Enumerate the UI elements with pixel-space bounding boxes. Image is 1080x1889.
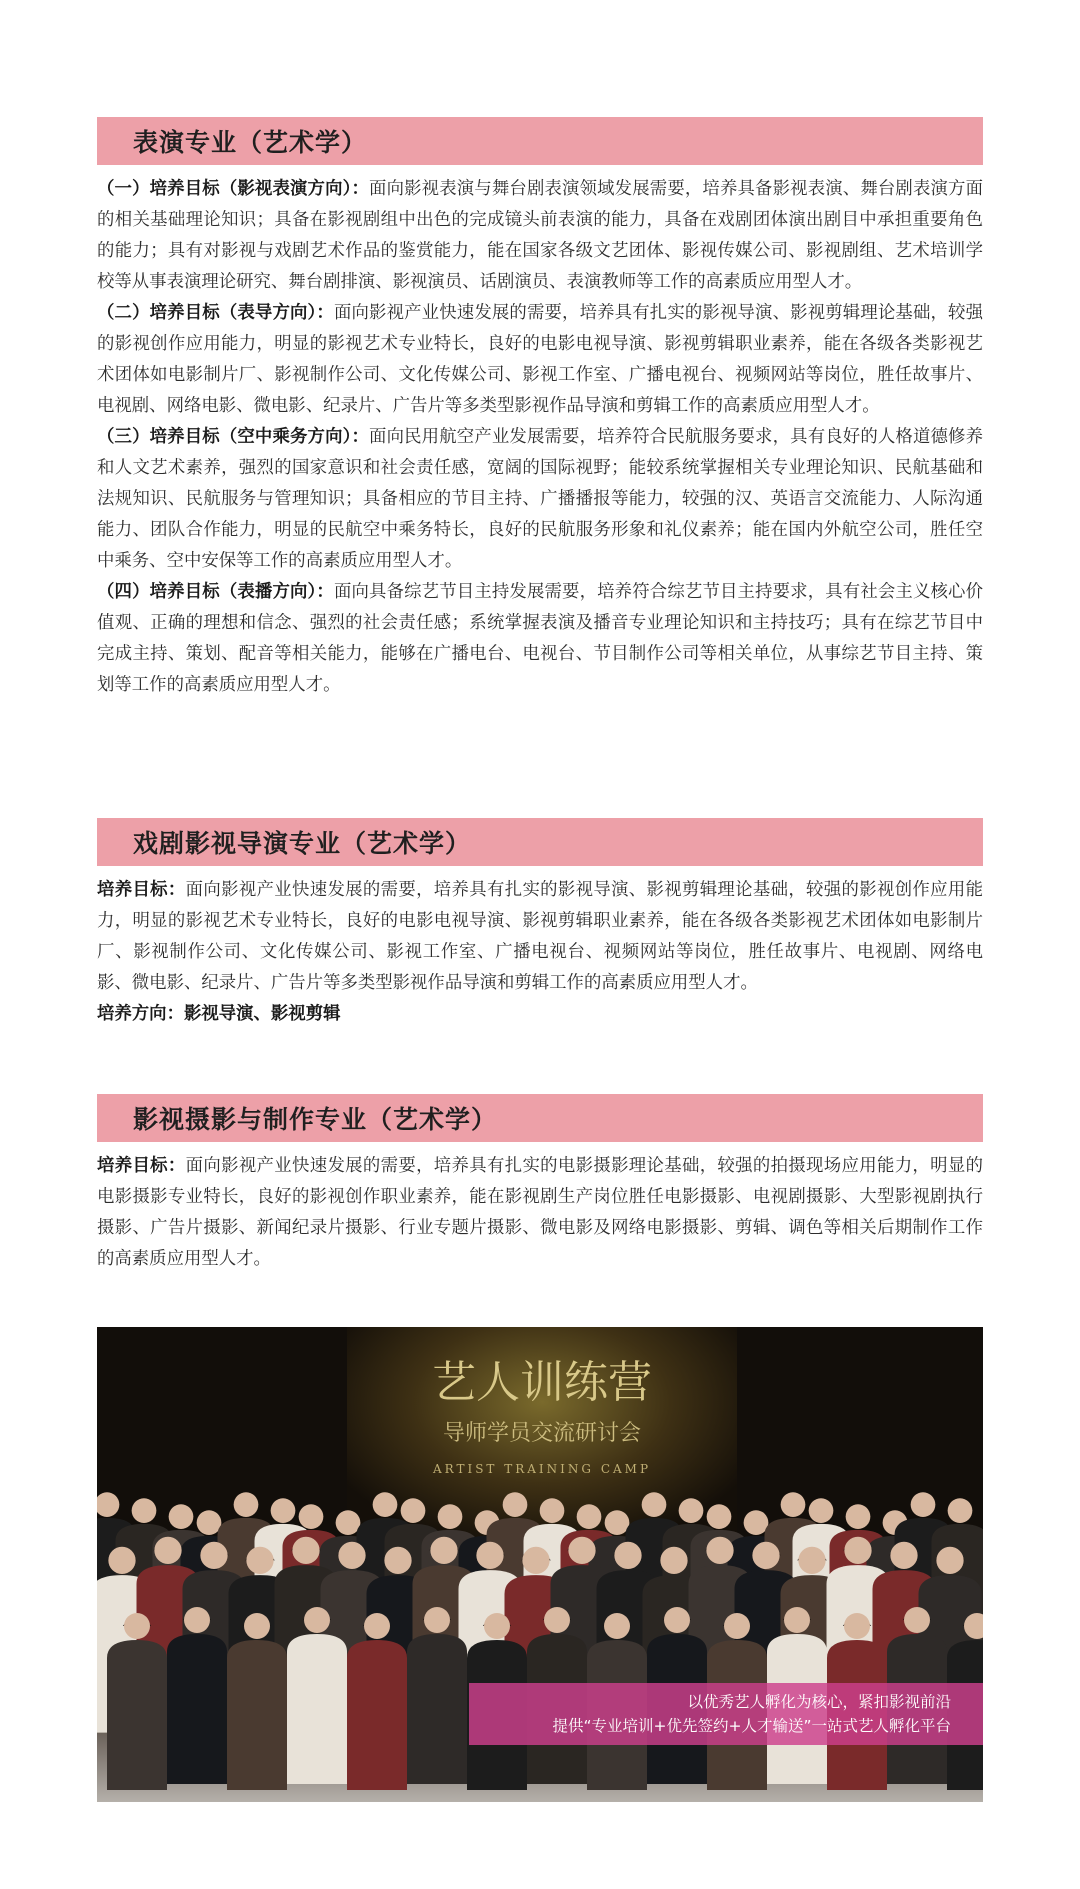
paragraph-hosting — [97, 577, 983, 701]
section-title: 戏剧影视导演专业（艺术学） — [97, 818, 983, 866]
crowd — [97, 1492, 983, 1790]
photo-caption — [469, 1683, 983, 1745]
caption-line-1: 以优秀艺人孵化为核心，紧扣影视前沿 — [687, 1693, 951, 1711]
paragraph-film-acting — [97, 174, 983, 298]
paragraph-label: （四）培养目标（表播方向）： — [97, 582, 334, 602]
paragraph-label: （三）培养目标（空中乘务方向）： — [97, 427, 370, 447]
paragraph-label: 培养方向：影视导演、影视剪辑 — [97, 1004, 341, 1024]
paragraph-text: 面向影视产业快速发展的需要，培养具有扎实的影视导演、影视剪辑理论基础，较强的影视创作应用能力，明显的影视艺术专业特长，良好的电影电视导演、影视剪辑职业素养，能在各级各类影视艺术团体如电影制片厂、影视制作公司、文化传媒公司、影视工作室、广播电视台、视频网站等岗位，胜任故事片、电视剧、网络电影、微电影、纪录片、广告片等多类型影视作品导演和剪辑工作的高素质应用型人才。 — [97, 303, 983, 416]
section-cinematography — [97, 1094, 983, 1275]
paragraph-goal — [97, 1151, 983, 1275]
banner-english: ARTIST TRAINING CAMP — [432, 1462, 652, 1476]
paragraph-label: （一）培养目标（影视表演方向）： — [97, 179, 370, 199]
paragraph-text: 面向具备综艺节目主持发展需要，培养符合综艺节目主持要求，具有社会主义核心价值观、正确的理想和信念、强烈的社会责任感；系统掌握表演及播音专业理论知识和主持技巧；具有在综艺节目中完成主持、策划、配音等相关能力，能够在广播电台、电视台、节目制作公司等相关单位，从事综艺节目主持、策划等工作的高素质应用型人才。 — [97, 582, 983, 695]
section-title: 影视摄影与制作专业（艺术学） — [97, 1094, 983, 1142]
banner-subtitle: 导师学员交流研讨会 — [442, 1421, 642, 1446]
paragraph-label: （二）培养目标（表导方向）： — [97, 303, 334, 323]
paragraph-text: 面向影视表演与舞台剧表演领域发展需要，培养具备影视表演、舞台剧表演方面的相关基础理论知识；具备在影视剧组中出色的完成镜头前表演的能力，具备在戏剧团体演出剧目中承担重要角色的能力；具有对影视与戏剧艺术作品的鉴赏能力，能在国家各级文艺团体、影视传媒公司、影视剧组、艺术培训学校等从事表演理论研究、舞台剧排演、影视演员、话剧演员、表演教师等工作的高素质应用型人才。 — [97, 179, 983, 292]
section-drama-directing — [97, 818, 983, 1030]
section-body — [97, 866, 983, 1030]
section-title: 表演专业（艺术学） — [97, 117, 983, 165]
paragraph-goal — [97, 875, 983, 999]
paragraph-direction — [97, 999, 983, 1030]
group-photo — [97, 1327, 983, 1802]
paragraph-text: 面向民用航空产业发展需要，培养符合民航服务要求，具有良好的人格道德修养和人文艺术素养，强烈的国家意识和社会责任感，宽阔的国际视野；能较系统掌握相关专业理论知识、民航基础和法规知识、民航服务与管理知识；具备相应的节目主持、广播播报等能力，较强的汉、英语言交流能力、人际沟通能力、团队合作能力，明显的民航空中乘务特长，良好的民航服务形象和礼仪素养；能在国内外航空公司，胜任空中乘务、空中安保等工作的高素质应用型人才。 — [97, 427, 983, 571]
paragraph-text: 面向影视产业快速发展的需要，培养具有扎实的影视导演、影视剪辑理论基础，较强的影视创作应用能力，明显的影视艺术专业特长，良好的电影电视导演、影视剪辑职业素养，能在各级各类影视艺术团体如电影制片厂、影视制作公司、文化传媒公司、影视工作室、广播电视台、视频网站等岗位，胜任故事片、电视剧、网络电影、微电影、纪录片、广告片等多类型影视作品导演和剪辑工作的高素质应用型人才。 — [97, 880, 983, 993]
paragraph-label: 培养目标： — [97, 880, 186, 900]
paragraph-directing-acting — [97, 298, 983, 422]
paragraph-label: 培养目标： — [97, 1156, 186, 1176]
paragraph-flight-attendant — [97, 422, 983, 577]
section-body — [97, 1142, 983, 1275]
paragraph-text: 面向影视产业快速发展的需要，培养具有扎实的电影摄影理论基础，较强的拍摄现场应用能力，明显的电影摄影专业特长，良好的影视创作职业素养，能在影视剧生产岗位胜任电影摄影、电视剧摄影、大型影视剧执行摄影、广告片摄影、新闻纪录片摄影、行业专题片摄影、微电影及网络电影摄影、剪辑、调色等相关后期制作工作的高素质应用型人才。 — [97, 1156, 983, 1269]
section-body — [97, 165, 983, 701]
section-performance — [97, 117, 983, 701]
caption-line-2: 提供“专业培训+优先签约+人才输送”一站式艺人孵化平台 — [552, 1717, 951, 1735]
banner-title: 艺人训练营 — [432, 1357, 652, 1408]
